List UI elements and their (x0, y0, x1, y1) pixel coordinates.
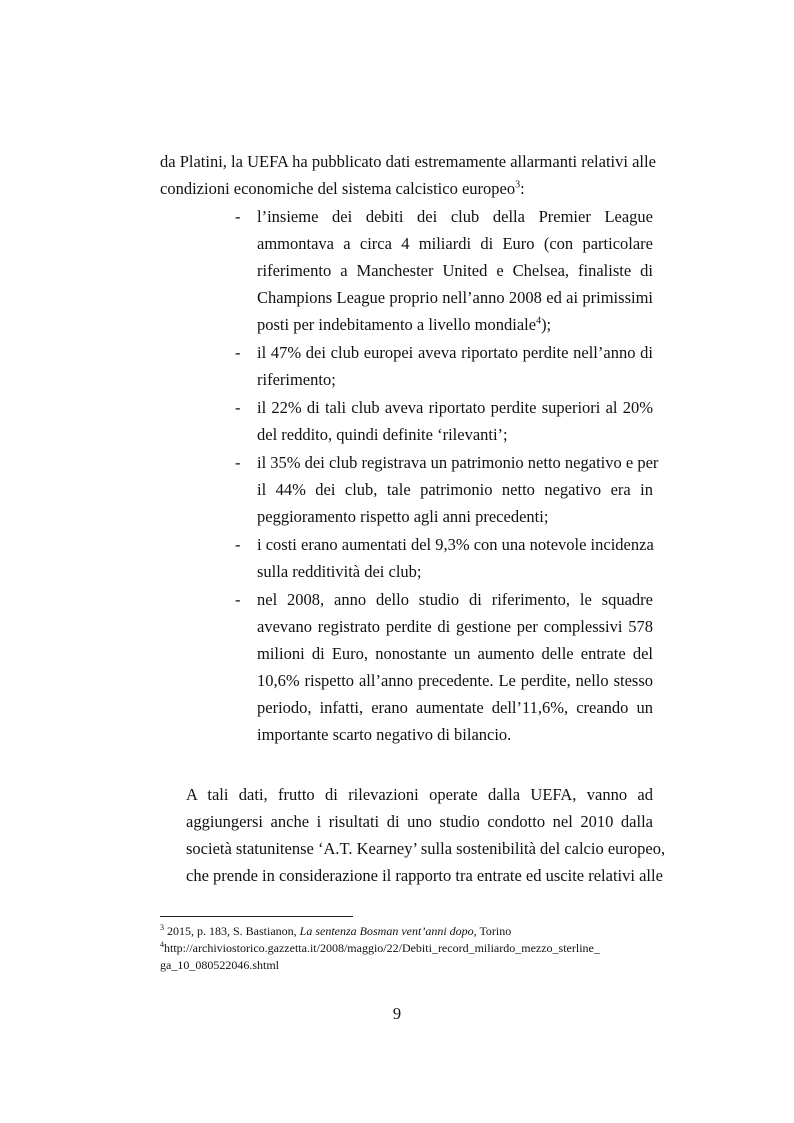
bullet-1-line-3: riferimento a Manchester United e Chelsea, finaliste di (257, 261, 653, 280)
bullet-2-line-1: il 47% dei club europei aveva riportato perdite nell’anno di (257, 343, 653, 362)
bullet-dash: - (235, 398, 241, 417)
intro-line-2-text: condizioni economiche del sistema calcistico europeo (160, 179, 516, 198)
bullet-1-last-text: posti per indebitamento a livello mondiale (257, 315, 537, 334)
footnote-ref-3[interactable]: 3 (515, 179, 521, 191)
bullet-dash: - (235, 207, 241, 226)
footnote-4 (160, 941, 600, 956)
footnote-3-number: 3 (160, 923, 164, 932)
bullet-6-line-4: 10,6% rispetto all’anno precedente. Le perdite, nello stesso (257, 671, 653, 690)
bullet-6-line-5: periodo, infatti, erano aumentate dell’11,6%, creando un (257, 698, 653, 717)
intro-line-1: da Platini, la UEFA ha pubblicato dati estremamente allarmanti relativi alle (160, 152, 656, 171)
bullet-dash: - (235, 453, 241, 472)
bullet-4-line-1: il 35% dei club registrava un patrimonio netto negativo e per (257, 453, 659, 472)
bullet-1-line-2: ammontava a circa 4 miliardi di Euro (con particolare (257, 234, 653, 253)
footnote-4-link[interactable]: http://archiviostorico.gazzetta.it/2008/maggio/22/Debiti_record_miliardo_mezzo_sterline_ (164, 941, 600, 955)
footnote-separator (160, 916, 353, 917)
bullet-5-line-1: i costi erano aumentati del 9,3% con una notevole incidenza (257, 535, 654, 554)
bullet-4-line-2: il 44% dei club, tale patrimonio netto negativo era in (257, 480, 653, 499)
bullet-5-line-2: sulla redditività dei club; (257, 562, 422, 581)
paragraph-line-3: società statunitense ‘A.T. Kearney’ sulla sostenibilità del calcio europeo, (186, 839, 666, 858)
intro-line-2 (160, 179, 525, 199)
footnote-3-book-title: La sentenza Bosman vent’anni dopo (299, 924, 474, 938)
paragraph-line-1: A tali dati, frutto di rilevazioni operate dalla UEFA, vanno ad (186, 785, 653, 804)
footnote-ref-4[interactable]: 4 (536, 315, 542, 327)
footnote-4-number: 4 (160, 940, 164, 949)
bullet-6-line-1: nel 2008, anno dello studio di riferimento, le squadre (257, 590, 653, 609)
page-number: 9 (392, 1004, 402, 1023)
bullet-dash: - (235, 590, 241, 609)
bullet-6-line-2: avevano registrato perdite di gestione per complessivi 578 (257, 617, 653, 636)
bullet-3-line-1: il 22% di tali club aveva riportato perdite superiori al 20% (257, 398, 653, 417)
bullet-4-line-3: peggioramento rispetto agli anni precedenti; (257, 507, 549, 526)
bullet-dash: - (235, 343, 241, 362)
bullet-1-line-4: Champions League proprio nell’anno 2008 ed ai primissimi (257, 288, 653, 307)
bullet-dash: - (235, 535, 241, 554)
bullet-6-line-3: milioni di Euro, nonostante un aumento delle entrate del (257, 644, 653, 663)
footnote-3-text-b: , Torino (473, 924, 512, 938)
footnote-3 (160, 924, 511, 939)
footnote-3-text-a: 2015, p. 183, S. Bastianon, (164, 924, 300, 938)
intro-line-2-end: : (520, 179, 525, 198)
paragraph-line-4: che prende in considerazione il rapporto tra entrate ed uscite relativi alle (186, 866, 663, 885)
bullet-2-line-2: riferimento; (257, 370, 336, 389)
bullet-3-line-2: del reddito, quindi definite ‘rilevanti’; (257, 425, 508, 444)
footnote-4-continued[interactable]: ga_10_080522046.shtml (160, 958, 279, 972)
bullet-6-line-6: importante scarto negativo di bilancio. (257, 725, 512, 744)
bullet-1-last-end: ); (541, 315, 552, 334)
bullet-1-line-1: l’insieme dei debiti dei club della Premier League (257, 207, 653, 226)
bullet-1-line-5 (257, 315, 551, 335)
paragraph-line-2: aggiungersi anche i risultati di uno studio condotto nel 2010 dalla (186, 812, 653, 831)
